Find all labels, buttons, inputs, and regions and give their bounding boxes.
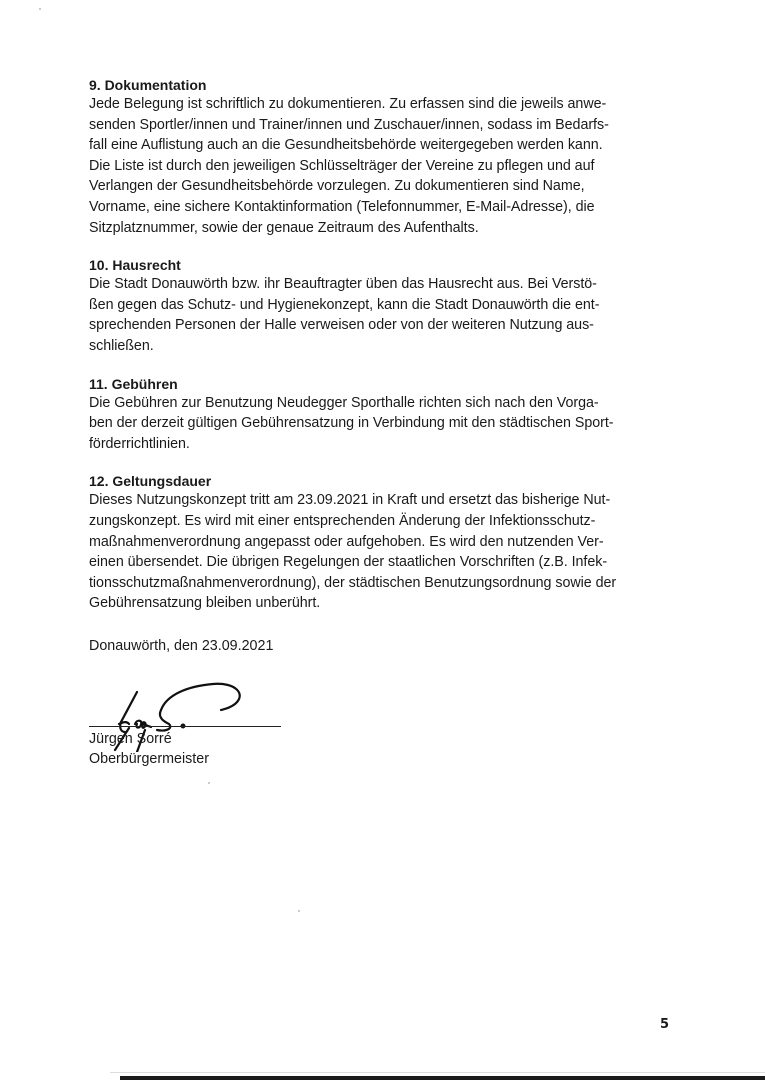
text-line: zungskonzept. Es wird mit einer entsprechenden Änderung der Infektionsschutz- [89, 512, 596, 529]
section-dokumentation [89, 76, 669, 238]
text-line: ßen gegen das Schutz- und Hygienekonzept, kann die Stadt Donauwörth die ent- [89, 296, 600, 313]
text-line: Jede Belegung ist schriftlich zu dokumentieren. Zu erfassen sind die jeweils anwe- [89, 96, 607, 112]
section-paragraph [89, 393, 669, 455]
place-and-date: Donauwörth, den 23.09.2021 [89, 637, 274, 654]
document-body [89, 76, 669, 780]
text-line: förderrichtlinien. [89, 435, 190, 452]
text-line: fall eine Auflistung auch an die Gesundheitsbehörde weitergegeben werden kann. [89, 137, 603, 154]
section-gebuehren [89, 375, 669, 455]
text-line: sprechenden Personen der Halle verweisen oder von der weiteren Nutzung aus- [89, 317, 594, 334]
text-line: ben der derzeit gültigen Gebührensatzung in Verbindung mit den städtischen Sport- [89, 415, 614, 432]
text-line: Die Stadt Donauwörth bzw. ihr Beauftragter üben das Hausrecht aus. Bei Verstö- [89, 276, 597, 293]
scan-bottom-edge [120, 1076, 765, 1080]
section-paragraph [89, 94, 669, 238]
text-line: Vorname, eine sichere Kontaktinformation (Telefonnummer, E-Mail-Adresse), die [89, 198, 595, 215]
text-line: Die Gebühren zur Benutzung Neudegger Sporthalle richten sich nach den Vorga- [89, 394, 599, 411]
scan-edge-line [110, 1072, 765, 1073]
signer-title: Oberbürgermeister [89, 751, 209, 768]
text-line: maßnahmenverordnung angepasst oder aufgehoben. Es wird den nutzenden Ver- [89, 533, 604, 550]
text-line: schließen. [89, 337, 154, 354]
text-line: Gebührensatzung bleiben unberührt. [89, 595, 321, 612]
scan-speck [208, 782, 210, 784]
signature-line [89, 726, 281, 727]
section-hausrecht [89, 256, 669, 356]
text-line: Die Liste ist durch den jeweiligen Schlüsselträger der Vereine zu pflegen und auf [89, 157, 595, 174]
page-number: 5 [660, 1017, 670, 1032]
section-geltungsdauer [89, 472, 669, 614]
text-line: einen übersendet. Die übrigen Regelungen der staatlichen Vorschriften (z.B. Infek- [89, 554, 608, 571]
scan-speck [39, 8, 41, 10]
signature-block [89, 670, 329, 780]
text-line: senden Sportler/innen und Trainer/innen und Zuschauer/innen, sodass im Bedarfs- [89, 116, 609, 133]
text-line: Sitzplatznummer, sowie der genaue Zeitraum des Aufenthalts. [89, 219, 479, 236]
text-line: tionsschutzmaßnahmenverordnung), der städtischen Benutzungsordnung sowie der [89, 574, 617, 591]
section-paragraph [89, 274, 669, 356]
text-line: Verlangen der Gesundheitsbehörde vorzulegen. Zu dokumentieren sind Name, [89, 178, 585, 195]
section-heading: 9. Dokumentation [89, 77, 207, 93]
scan-speck [298, 910, 300, 912]
section-heading: 10. Hausrecht [89, 257, 181, 274]
section-heading: 11. Gebühren [89, 375, 178, 392]
section-paragraph [89, 490, 669, 614]
section-heading: 12. Geltungsdauer [89, 473, 212, 490]
text-line: Dieses Nutzungskonzept tritt am 23.09.2021 in Kraft und ersetzt das bisherige Nut- [89, 492, 611, 509]
signer-name: Jürgen Sorré [89, 731, 172, 748]
